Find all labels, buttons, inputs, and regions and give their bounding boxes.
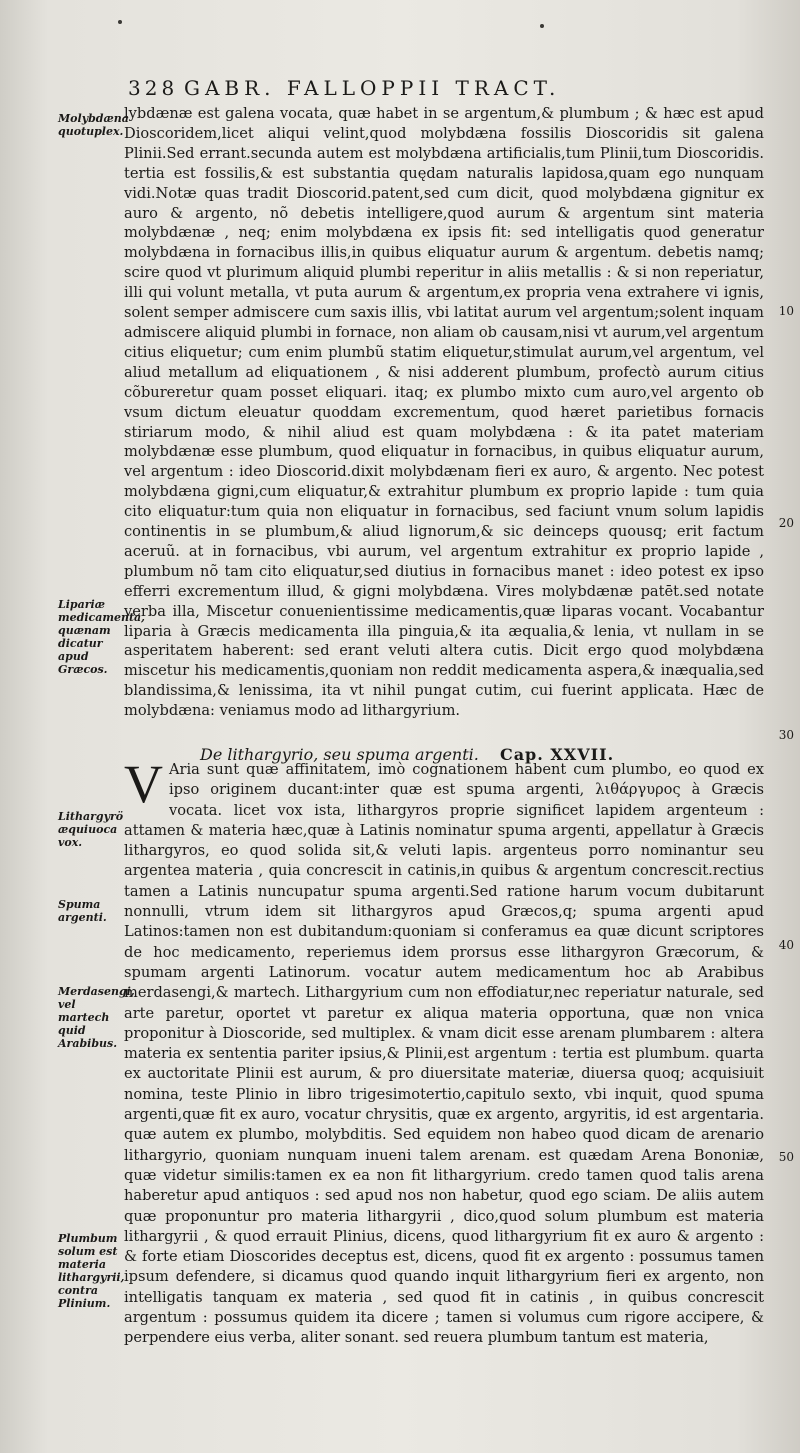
line-number: 10 [778,304,794,318]
margin-note: Molybdæna quotuplex. [58,112,129,138]
drop-cap: V [124,754,163,814]
margin-note: Lithargyrö æquiuoca vox. [58,810,124,849]
page-number: 328 [128,76,179,100]
margin-note: Spuma argenti. [58,898,107,924]
margin-note: Lipariæ medicamenta, quænam dicatur apud Græcos. [58,598,146,676]
chapter-title: De lithargyrio, seu spuma argenti. [200,745,479,764]
paragraph: Aria sunt quæ affinitatem, imò cognationem habent cum plumbo, eo quod ex ipso originem ducant:inter quæ est spuma argenti, λιθάργυρος à Græcis vocata. licet vox ista, lithargyros proprie significet lapidem argenteum : attamen & materia hæc,quæ à Latinis nominatur spuma argenti, appellatur à Græcis lithargyros, eo quod solida sit,& veluti lapis. argenteus porro nominantur seu argentea materia , quia concrescit in catinis,in quibus & argentum concrescit.rectius tamen a Latinis nuncupatur spuma argenti.Sed ratione harum vocum dubitarunt nonnulli, vtrum idem sit lithargyros apud Græcos,q; spuma argenti apud Latinos:tamen non est dubitandum:quoniam si conferamus ea quæ dicunt scriptores de hoc medicamento, reperiemus idem prorsus esse lithargyron Græcorum, & spumam argenti Latinorum. vocatur autem medicamentum hoc ab Arabibus merdasengi,& martech. Lithargyrium cum non effodiatur,nec reperiatur naturale, sed arte paretur, oportet vt paretur ex aliqua materia opportuna, quæ non vnica proponitur à Dioscoride, sed multiplex. & vnam dicit esse arenam plumbarem : altera materia ex sententia pariter ipsius,& Plinii,est argentum : tertia est plumbum. quarta ex auctoritate Plinii est aurum, & pro diuersitate materiæ, diuersa quoq; acquisiuit nomina, teste Plinio in libro trigesimotertio,capitulo sexto, vbi inquit, quod spuma argenti,quæ fit ex auro, vocatur chrysitis, quæ ex argento, argyritis, id est argentaria. quæ autem ex plumbo, molybditis. Sed equidem non habeo quod dicam de arenario lithargyrio, quoniam nunquam inueni talem arenam. est quædam Arena Bononiæ, quæ videtur similis:tamen ex ea non fit lithargyrium. credo tamen quod talis arena haberetur apud antiquos : sed apud nos non habetur, quod ego sciam. De aliis autem quæ proponuntur pro materia lithargyrii , dico,quod solum plumbum est materia lithargyrii , & quod errauit Plinius, dicens, quod lithargyrium fit ex auro & argento : & forte etiam Dioscorides deceptus est, dicens, quod fit ex argento : possumus tamen ipsum defendere, si dicamus quod quando inquit lithargyrium fieri ex argento, non intelligatis tanquam ex materia , sed quod fit in catinis , in quibus concrescit argentum : possumus quidem ita dicere ; tamen si volumus cum rigore accipere, & perpendere eius verba, aliter sonant. sed reuera plumbum tantum est materia, [124,761,764,1347]
text-column-top [124,104,764,721]
line-number: 40 [778,938,794,952]
line-number: 50 [778,1150,794,1164]
margin-note: Merdasengi, vel martech quid Arabibus. [58,985,135,1050]
page-header [128,76,668,104]
paragraph: lybdænæ est galena vocata, quæ habet in se argentum,& plumbum ; & hæc est apud Dioscoridem,licet aliqui velint,quod molybdæna fossilis Dioscoridis sit galena Plinii.Sed errant.secunda autem est molybdæna artificialis,tum Plinii,tum Dioscoridis. tertia est fossilis,& est substantia quędam naturalis lapidosa,quam ego nunquam vidi.Notæ quas tradit Dioscorid.patent,sed cum dicit, quod molybdæna gignitur ex auro & argento, nõ debetis intelligere,quod aurum & argentum sint materia molybdænæ , neq; enim molybdæna ex ipsis fit: sed intelligatis quod generatur molybdæna in fornacibus illis,in quibus eliquatur aurum & argentum. debetis namq; scire quod vt plurimum aliquid plumbi reperitur in aliis metallis : & si non reperiatur, illi qui volunt metalla, vt puta aurum & argentum,ex propria vena extrahere vi ignis, solent semper admiscere cum saxis illis, vbi latitat aurum vel argentum;solent inquam admiscere aliquid plumbi in fornace, non aliam ob causam,nisi vt aurum,vel argentum citius eliquetur; cum enim plumbũ statim eliquetur,stimulat aurum,vel argentum, vel aliud metallum ad eliquationem , & nisi adderent plumbum, profectò aurum citius cõbureretur quam posset eliquari. itaq; ex plumbo mixto cum auro,vel argento ob vsum dictum eleuatur quoddam excrementum, quod hæret parietibus fornacis stiriarum modo, & nihil aliud est quam molybdæna : & ita patet materiam molybdænæ esse plumbum, quod eliquatur in fornacibus, in quibus eliquatur aurum, vel argentum : ideo Dioscorid.dixit molybdænam fieri ex auro, & argento. Nec potest molybdæna gigni,cum eliquatur,& extrahitur plumbum ex proprio lapide : tum quia cito eliquatur:tum quia non eliquatur in fornacibus, sed faciunt vnum solum lapidis continentis in se plumbum,& aliud lignorum,& sic deinceps quousq; erit factum aceruũ. at in fornacibus, vbi aurum, vel argentum extrahitur ex proprio lapide , plumbum nõ tam cito eliquatur,sed diutius in fornacibus manet : ideo potest ex ipso efferri excrementum illud, & gigni molybdæna. Vires molybdænæ patēt.sed notate verba illa, Miscetur conuenientissime medicamentis,quæ liparas vocant. Vocabantur liparia à Græcis medicamenta illa pinguia,& ita æqualia,& lenia, vt nullam in se asperitatem haberent: sed erant veluti altera cutis. Dicit ergo quod molybdæna miscetur his medicamentis,quoniam non reddit medicamenta aspera,& inæqualia,sed blandissima,& lenissima, ita vt nihil pungat cutim, cui fuerint applicata. Hæc de molybdæna: veniamus modo ad lithargyrium. [124,105,764,720]
ink-speck [118,20,122,24]
running-title: GABR. FALLOPPII TRACT. [184,76,561,100]
ink-speck [540,24,544,28]
line-number: 20 [778,516,794,530]
chapter-number: Cap. XXVII. [499,745,615,764]
line-number: 30 [778,728,794,742]
margin-note: Plumbum solum est materia lithargyrii, contra Plinium. [58,1232,125,1310]
